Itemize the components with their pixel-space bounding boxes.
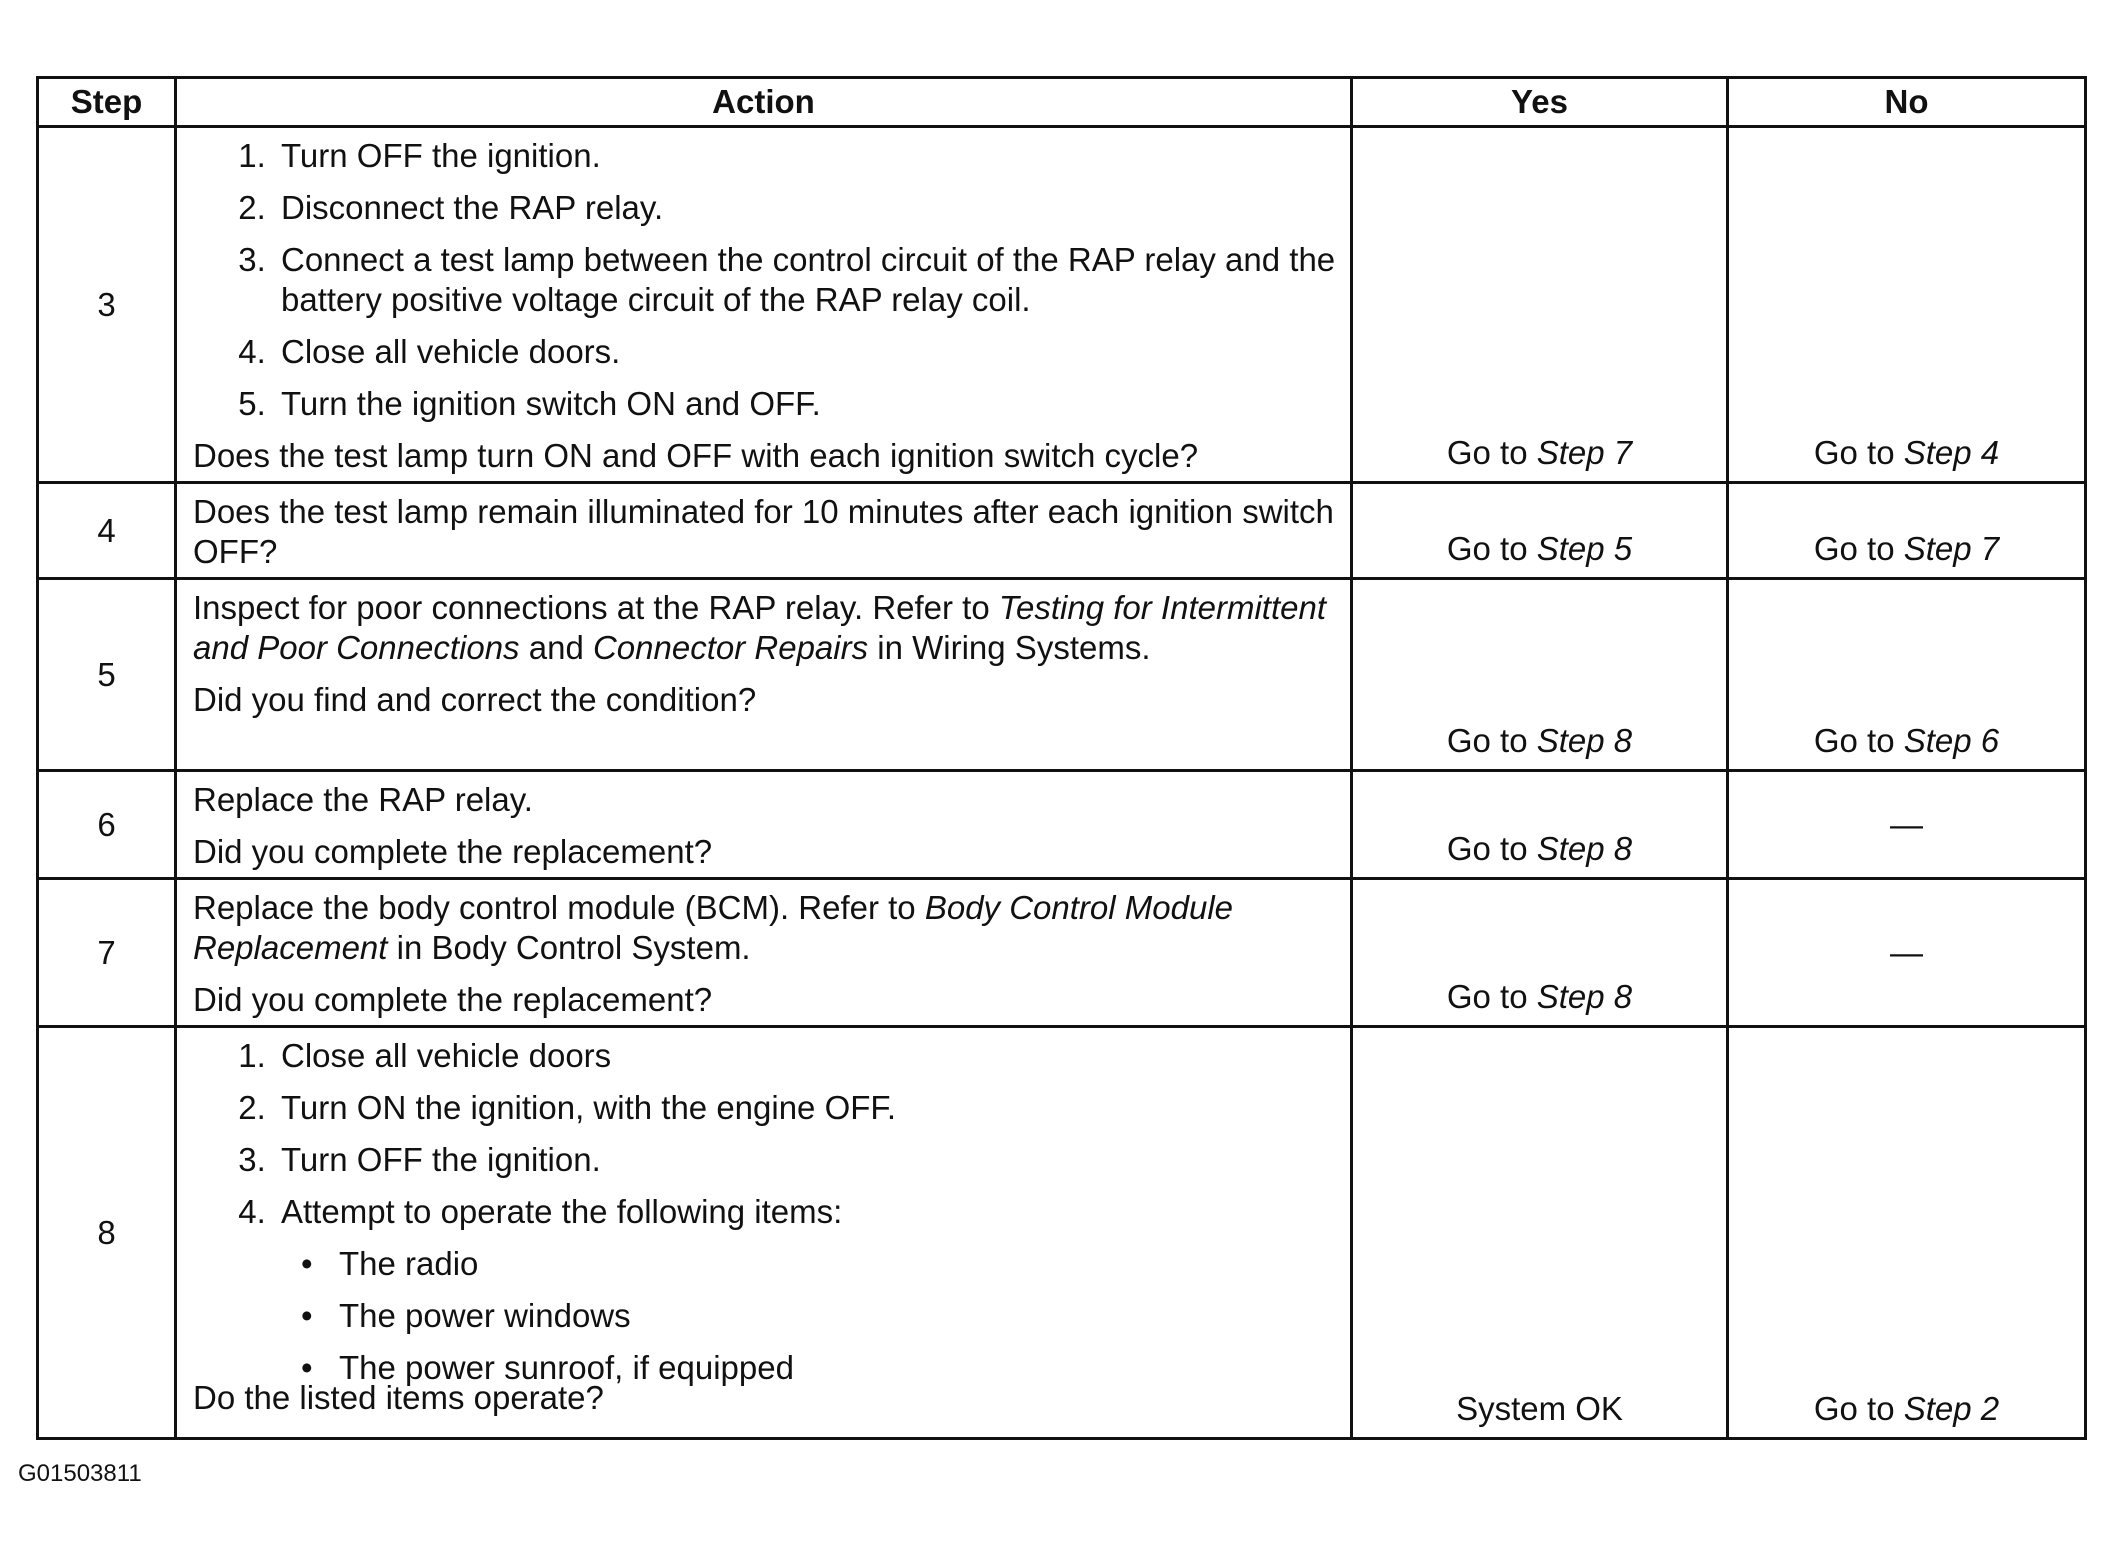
- step-number: 3: [38, 127, 176, 483]
- list-item: 4. Close all vehicle doors.: [275, 332, 1336, 372]
- empty-dash: —: [1890, 933, 1923, 971]
- goto-prefix: Go to: [1813, 1390, 1895, 1427]
- yes-cell: [1352, 1027, 1728, 1439]
- list-item: 3. Connect a test lamp between the control circuit of the RAP relay and the battery positive voltage circuit of the RAP relay coil.: [275, 240, 1336, 320]
- question-text: Did you find and correct the condition?: [193, 681, 757, 718]
- goto-step-link[interactable]: Step 8: [1536, 978, 1633, 1015]
- action-cell: [176, 771, 1352, 879]
- step-number: 5: [38, 579, 176, 771]
- action-cell: [176, 483, 1352, 579]
- list-item: 5. Turn the ignition switch ON and OFF.: [275, 384, 1336, 424]
- header-row: [38, 78, 2086, 127]
- goto-step-link[interactable]: Step 8: [1536, 830, 1633, 867]
- step-number: 8: [38, 1027, 176, 1439]
- question-text: Do the listed items operate?: [193, 1379, 604, 1416]
- goto-prefix: Go to: [1813, 530, 1895, 567]
- bullet-item: • The power sunroof, if equipped: [333, 1348, 1336, 1388]
- goto-step-link[interactable]: Step 7: [1536, 434, 1633, 471]
- goto-prefix: Go to: [1446, 434, 1528, 471]
- instruction-text: [193, 588, 1336, 668]
- goto-step-link[interactable]: Step 4: [1903, 434, 2000, 471]
- instruction-part: and: [528, 629, 584, 666]
- action-list: [193, 136, 1336, 424]
- list-item: [275, 1192, 1336, 1388]
- question-text: Did you complete the replacement?: [193, 833, 713, 870]
- table-row-step-3: [38, 127, 2086, 483]
- table-row-step-5: [38, 579, 2086, 771]
- diagnostic-table-container: [36, 76, 2084, 1440]
- goto-prefix: Go to: [1446, 830, 1528, 867]
- table-row-step-8: [38, 1027, 2086, 1439]
- yes-cell: [1352, 771, 1728, 879]
- instruction-part: in Wiring Systems.: [877, 629, 1151, 666]
- instruction-text: [193, 888, 1336, 968]
- list-item: 2. Disconnect the RAP relay.: [275, 188, 1336, 228]
- question-text: Did you complete the replacement?: [193, 981, 713, 1018]
- instruction-part: Replace the body control module (BCM). Refer to: [193, 889, 916, 926]
- action-cell: [176, 1027, 1352, 1439]
- system-ok-text: System OK: [1456, 1390, 1623, 1427]
- yes-cell: [1352, 127, 1728, 483]
- goto-step-link[interactable]: Step 8: [1536, 722, 1633, 759]
- action-cell: [176, 879, 1352, 1027]
- header-step: Step: [38, 78, 176, 127]
- diagnostic-table: [36, 76, 2087, 1440]
- no-cell: [1728, 127, 2086, 483]
- bullet-item: • The radio: [333, 1244, 1336, 1284]
- goto-prefix: Go to: [1446, 530, 1528, 567]
- list-item-text: Attempt to operate the following items:: [281, 1193, 843, 1230]
- action-list: [193, 1036, 1336, 1388]
- header-yes: Yes: [1352, 78, 1728, 127]
- step-number: 6: [38, 771, 176, 879]
- yes-cell: [1352, 879, 1728, 1027]
- list-item: 3. Turn OFF the ignition.: [275, 1140, 1336, 1180]
- no-cell: [1728, 579, 2086, 771]
- goto-step-link[interactable]: Step 7: [1903, 530, 2000, 567]
- bullet-list: [281, 1244, 1336, 1388]
- question-text: Does the test lamp remain illuminated for 10 minutes after each ignition switch OFF?: [193, 493, 1334, 570]
- table-row-step-4: [38, 483, 2086, 579]
- goto-prefix: Go to: [1813, 722, 1895, 759]
- goto-step-link[interactable]: Step 6: [1903, 722, 2000, 759]
- reference-link[interactable]: Body Control Module Replacement: [193, 889, 1234, 966]
- goto-prefix: Go to: [1446, 722, 1528, 759]
- instruction-part: in Body Control System.: [396, 929, 751, 966]
- goto-prefix: Go to: [1446, 978, 1528, 1015]
- step-number: 7: [38, 879, 176, 1027]
- list-item: 2. Turn ON the ignition, with the engine OFF.: [275, 1088, 1336, 1128]
- goto-prefix: Go to: [1813, 434, 1895, 471]
- reference-link[interactable]: Testing for Intermittent and Poor Connections: [193, 589, 1326, 666]
- table-row-step-6: [38, 771, 2086, 879]
- goto-step-link[interactable]: Step 2: [1903, 1390, 2000, 1427]
- no-cell: [1728, 879, 2086, 1027]
- no-cell: [1728, 771, 2086, 879]
- list-item: 1. Turn OFF the ignition.: [275, 136, 1336, 176]
- goto-step-link[interactable]: Step 5: [1536, 530, 1633, 567]
- reference-link[interactable]: Connector Repairs: [592, 629, 869, 666]
- list-item: 1. Close all vehicle doors: [275, 1036, 1336, 1076]
- yes-cell: [1352, 579, 1728, 771]
- instruction-part: Inspect for poor connections at the RAP relay. Refer to: [193, 589, 990, 626]
- no-cell: [1728, 1027, 2086, 1439]
- header-action: Action: [176, 78, 1352, 127]
- figure-id: G01503811: [18, 1460, 142, 1487]
- action-cell: [176, 127, 1352, 483]
- step-number: 4: [38, 483, 176, 579]
- action-cell: [176, 579, 1352, 771]
- header-no: No: [1728, 78, 2086, 127]
- yes-cell: [1352, 483, 1728, 579]
- instruction-text: Replace the RAP relay.: [193, 781, 533, 818]
- table-row-step-7: [38, 879, 2086, 1027]
- bullet-item: • The power windows: [333, 1296, 1336, 1336]
- question-text: Does the test lamp turn ON and OFF with each ignition switch cycle?: [193, 437, 1199, 474]
- empty-dash: —: [1890, 805, 1923, 843]
- no-cell: [1728, 483, 2086, 579]
